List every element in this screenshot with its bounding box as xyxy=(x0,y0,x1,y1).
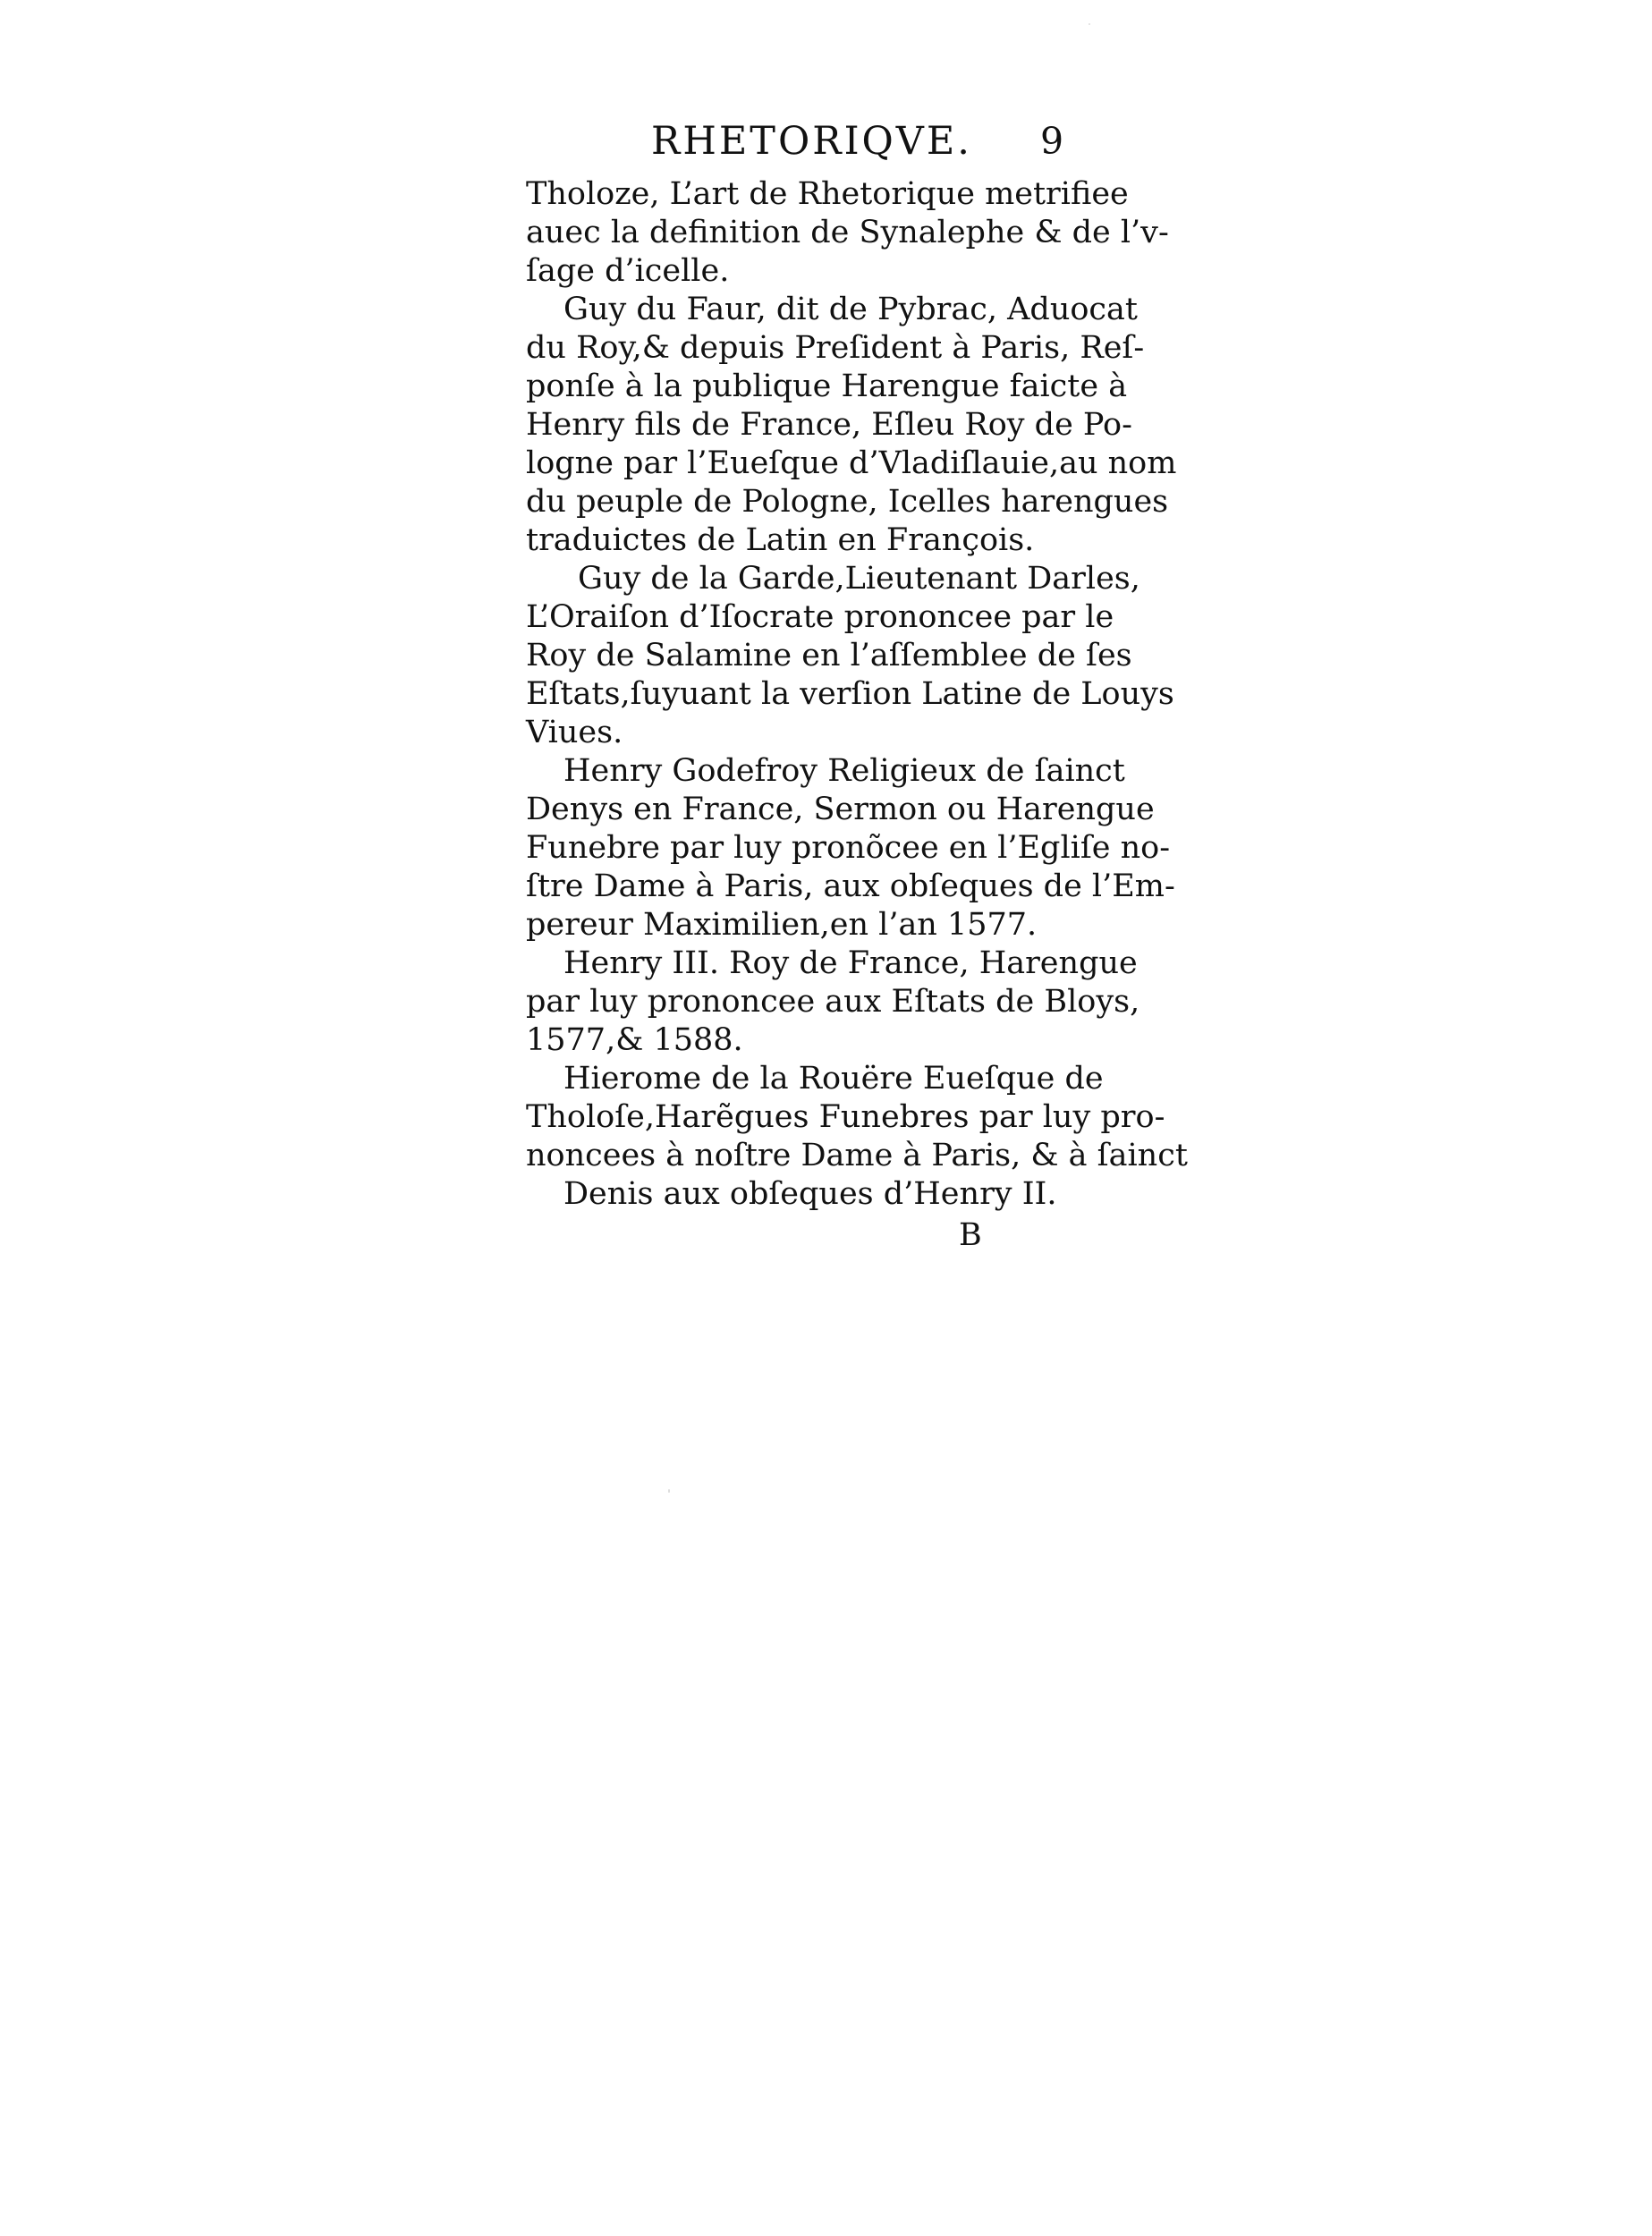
text-line: Tholoſe,Harẽgues Funebres par luy pro- xyxy=(526,1099,1165,1135)
text-line: traduictes de Latin en François. xyxy=(526,522,1035,558)
text-line: Henry III. Roy de France, Harengue xyxy=(563,945,1138,981)
scan-speck xyxy=(668,1489,670,1493)
text-line: Denys en France, Sermon ou Harengue xyxy=(526,792,1155,827)
text-line: 1577,& 1588. xyxy=(526,1022,743,1058)
text-line: Guy du Faur, dit de Pybrac, Aduocat xyxy=(563,292,1138,327)
text-line: Hierome de la Rouëre Eueſque de xyxy=(563,1061,1104,1097)
running-head xyxy=(526,107,1080,175)
text-line: noncees à noſtre Dame à Paris, & à ſainct xyxy=(526,1138,1188,1173)
text-line: du peuple de Pologne, Icelles harengues xyxy=(526,484,1169,520)
page-number: 9 xyxy=(1040,120,1064,163)
text-line: Viues. xyxy=(526,715,623,750)
text-column xyxy=(526,107,1188,1255)
text-line: Eſtats,ſuyuant la verſion Latine de Louys xyxy=(526,676,1174,712)
text-line: ſage d’icelle. xyxy=(526,253,730,289)
text-line: logne par l’Eueſque d’Vladiſlauie,au nom xyxy=(526,445,1177,481)
text-line: Henry Godefroy Religieux de ſainct xyxy=(563,753,1125,789)
text-line: ponſe à la publique Harengue faicte à xyxy=(526,368,1128,404)
text-line: Denis aux obſeques d’Henry II. xyxy=(563,1176,1057,1212)
text-line: auec la definition de Synalephe & de l’v- xyxy=(526,215,1169,250)
scan-speck xyxy=(1089,23,1090,25)
text-line: Tholoze, L’art de Rhetorique metrifiee xyxy=(526,176,1129,212)
text-line: pereur Maximilien,en l’an 1577. xyxy=(526,907,1038,943)
text-line: Funebre par luy pronõcee en l’Egliſe no- xyxy=(526,830,1171,866)
running-title: RHETORIQVE. xyxy=(651,119,972,164)
text-line: Roy de Salamine en l’aſſemblee de ſes xyxy=(526,638,1132,673)
text-line: ſtre Dame à Paris, aux obſeques de l’Em- xyxy=(526,868,1175,904)
signature-mark: B xyxy=(959,1217,982,1253)
text-line: du Roy,& depuis Preſident à Paris, Reſ- xyxy=(526,330,1145,366)
text-line: L’Oraiſon d’Iſocrate prononcee par le xyxy=(526,599,1114,635)
text-line: Henry fils de France, Eſleu Roy de Po- xyxy=(526,407,1132,443)
text-line: Guy de la Garde,Lieutenant Darles, xyxy=(578,561,1140,597)
text-line: par luy prononcee aux Eſtats de Bloys, xyxy=(526,984,1140,1020)
